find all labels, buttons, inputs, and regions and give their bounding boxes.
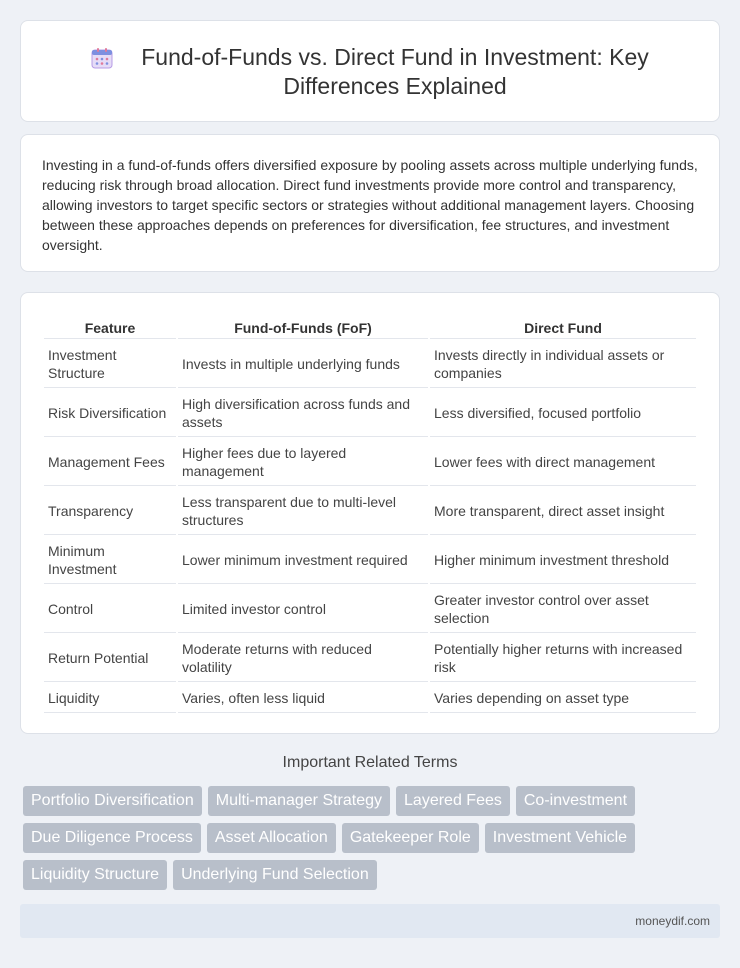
tag-layered-fees[interactable]: Layered Fees (396, 786, 510, 816)
direct-cell: Potentially higher returns with increased risk (430, 635, 696, 682)
table-row (44, 684, 696, 713)
fof-cell: Moderate returns with reduced volatility (178, 635, 428, 682)
direct-cell: Greater investor control over asset selection (430, 586, 696, 633)
footer-site-link[interactable]: moneydif.com (635, 914, 710, 928)
fof-cell: Less transparent due to multi-level structures (178, 488, 428, 535)
intro-card (20, 134, 720, 272)
feature-cell: Minimum Investment (44, 537, 176, 584)
tag-co-investment[interactable]: Co-investment (516, 786, 635, 816)
table-row (44, 488, 696, 535)
tag-asset-allocation[interactable]: Asset Allocation (207, 823, 336, 853)
table-row (44, 439, 696, 486)
tag-multi-manager-strategy[interactable]: Multi-manager Strategy (208, 786, 390, 816)
table-row (44, 341, 696, 388)
table-row (44, 537, 696, 584)
page-title: Fund-of-Funds vs. Direct Fund in Investment: Key Differences Explained (141, 44, 649, 99)
table-row (44, 635, 696, 682)
header-feature: Feature (44, 317, 176, 339)
feature-cell: Liquidity (44, 684, 176, 713)
comparison-table (42, 315, 698, 715)
table-row (44, 390, 696, 437)
related-terms-heading: Important Related Terms (282, 754, 458, 771)
tag-liquidity-structure[interactable]: Liquidity Structure (23, 860, 167, 890)
fof-cell: High diversification across funds and assets (178, 390, 428, 437)
table-header-row (44, 317, 696, 339)
tag-gatekeeper-role[interactable]: Gatekeeper Role (342, 823, 479, 853)
title-card (20, 20, 720, 122)
tag-portfolio-diversification[interactable]: Portfolio Diversification (23, 786, 202, 816)
comparison-card (20, 292, 720, 734)
header-fund-of-funds: Fund-of-Funds (FoF) (178, 317, 428, 339)
feature-cell: Investment Structure (44, 341, 176, 388)
tag-due-diligence-process[interactable]: Due Diligence Process (23, 823, 201, 853)
direct-cell: Less diversified, focused portfolio (430, 390, 696, 437)
feature-cell: Return Potential (44, 635, 176, 682)
header-direct-fund: Direct Fund (430, 317, 696, 339)
direct-cell: Varies depending on asset type (430, 684, 696, 713)
intro-paragraph: Investing in a fund-of-funds offers diversified exposure by pooling assets across multiple underlying funds, reducing risk through broad allocation. Direct fund investments provide more control and transparency, allowing investors to target specific sectors or strategies without additional management layers. Choosing between these approaches depends on preferences for diversification, fee structures, and investment oversight. (42, 157, 698, 253)
feature-cell: Risk Diversification (44, 390, 176, 437)
footer-bar (20, 904, 720, 938)
fof-cell: Varies, often less liquid (178, 684, 428, 713)
tag-investment-vehicle[interactable]: Investment Vehicle (485, 823, 635, 853)
direct-cell: Higher minimum investment threshold (430, 537, 696, 584)
fof-cell: Invests in multiple underlying funds (178, 341, 428, 388)
feature-cell: Control (44, 586, 176, 633)
feature-cell: Transparency (44, 488, 176, 535)
fof-cell: Lower minimum investment required (178, 537, 428, 584)
fof-cell: Higher fees due to layered management (178, 439, 428, 486)
fof-cell: Limited investor control (178, 586, 428, 633)
direct-cell: More transparent, direct asset insight (430, 488, 696, 535)
related-terms-list (23, 786, 723, 890)
tag-underlying-fund-selection[interactable]: Underlying Fund Selection (173, 860, 377, 890)
feature-cell: Management Fees (44, 439, 176, 486)
direct-cell: Lower fees with direct management (430, 439, 696, 486)
direct-cell: Invests directly in individual assets or companies (430, 341, 696, 388)
table-row (44, 586, 696, 633)
